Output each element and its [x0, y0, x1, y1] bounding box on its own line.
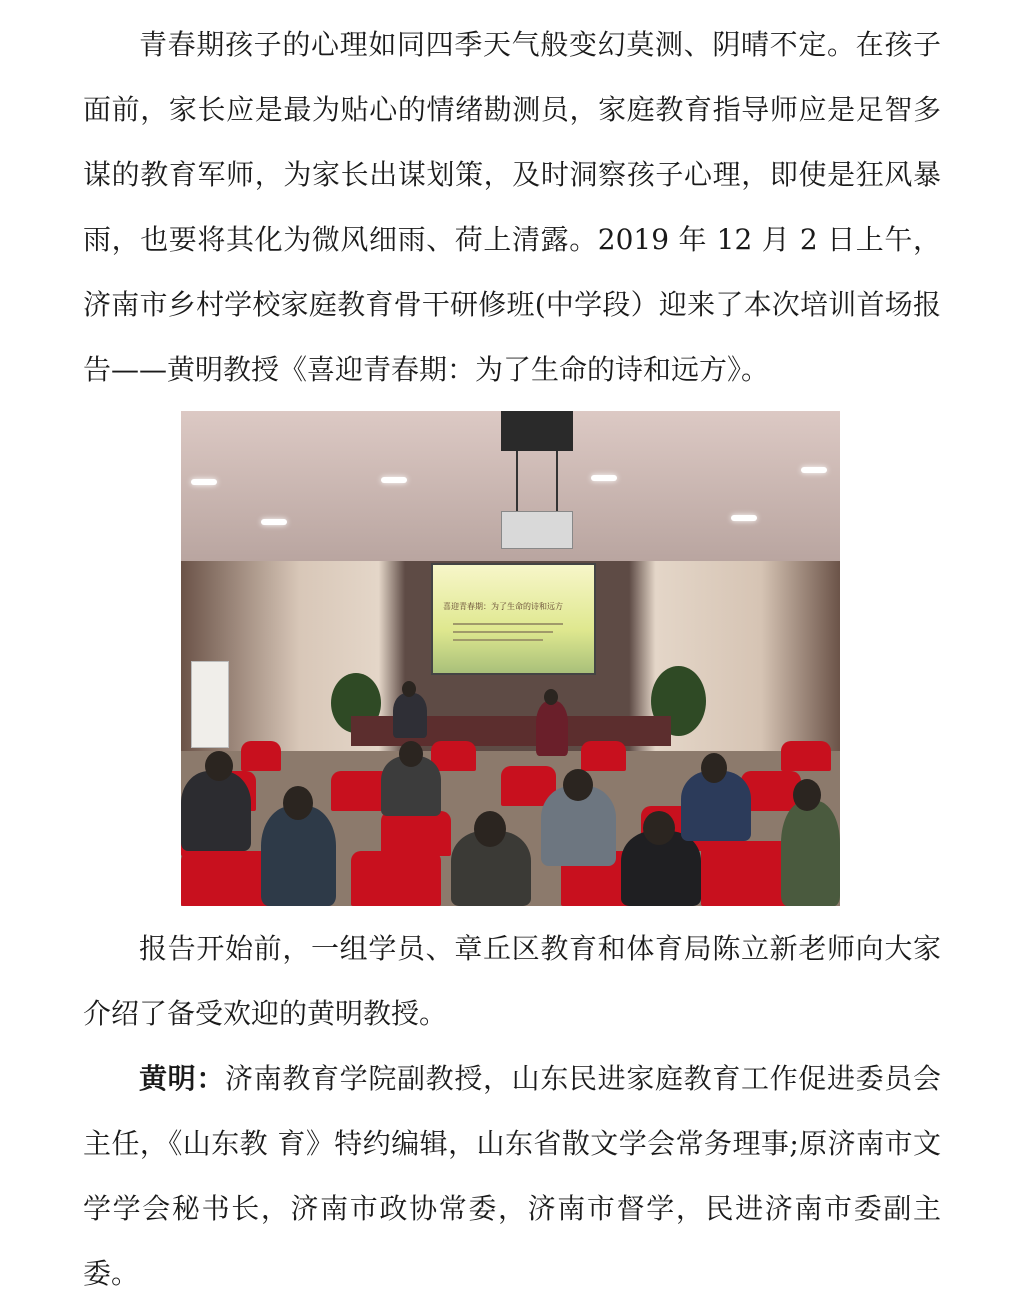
audience-head	[399, 741, 423, 767]
projector-pole	[556, 451, 558, 511]
red-seat	[351, 851, 441, 906]
speaker	[536, 701, 568, 756]
air-conditioner	[191, 661, 229, 748]
intro-paragraph: 青春期孩子的心理如同四季天气般变幻莫测、阴晴不定。在孩子面前，家长应是最为贴心的情绪勘测员，家庭教育指导师应是足智多谋的教育军师，为家长出谋划策，及时洞察孩子心理，即使是狂风暴雨，也要将其化为微风细雨、荷上清露。2019 年 12 月 2 日上午，济南市乡村学校家庭教育骨干研修班(中学段）迎来了本次培训首场报告——黄明教授《喜迎青春期：为了生命的诗和远方》。	[83, 28, 941, 386]
ceiling-light	[191, 479, 217, 485]
audience-head	[793, 779, 821, 811]
projector-pole	[516, 451, 518, 511]
ceiling-light	[261, 519, 287, 525]
audience-head	[563, 769, 593, 801]
intro-speaker-paragraph: 报告开始前，一组学员、章丘区教育和体育局陈立新老师向大家介绍了备受欢迎的黄明教授。	[83, 932, 941, 1030]
audience-member	[261, 806, 336, 906]
bio-name: 黄明：	[139, 1062, 225, 1095]
red-seat	[181, 851, 271, 906]
ceiling-light	[591, 475, 617, 481]
audience-head	[205, 751, 233, 781]
projector-body	[501, 511, 573, 549]
speaker-head	[544, 689, 558, 705]
projector	[501, 411, 581, 551]
host-head	[402, 681, 416, 697]
red-seat	[781, 741, 831, 771]
projector-mount	[501, 411, 573, 451]
red-seat	[581, 741, 626, 771]
ceiling-light	[381, 477, 407, 483]
audience-member	[781, 801, 840, 906]
audience-head	[643, 811, 675, 845]
lecture-hall-photo	[181, 411, 840, 906]
red-seat	[241, 741, 281, 771]
ceiling-light	[801, 467, 827, 473]
screen-text-line	[453, 623, 563, 625]
audience-head	[701, 753, 727, 783]
audience-member	[181, 771, 251, 851]
bio-paragraph	[83, 1046, 941, 1306]
audience-head	[283, 786, 313, 820]
seated-host	[393, 693, 427, 738]
screen-text-line	[453, 631, 553, 633]
red-seat	[381, 811, 451, 856]
screen-text-line	[453, 639, 543, 641]
red-seat	[431, 741, 476, 771]
projection-screen	[431, 563, 596, 675]
screen-title: 喜迎青春期：为了生命的诗和远方	[443, 602, 563, 611]
audience-head	[474, 811, 506, 847]
ceiling-light	[731, 515, 757, 521]
bio-text: 济南教育学院副教授，山东民进家庭教育工作促进委员会主任，《山东教 育》特约编辑，山东省散文学会常务理事;原济南市文学学会秘书长，济南市政协常委，济南市督学，民进济南市委副主委。	[83, 1062, 941, 1290]
